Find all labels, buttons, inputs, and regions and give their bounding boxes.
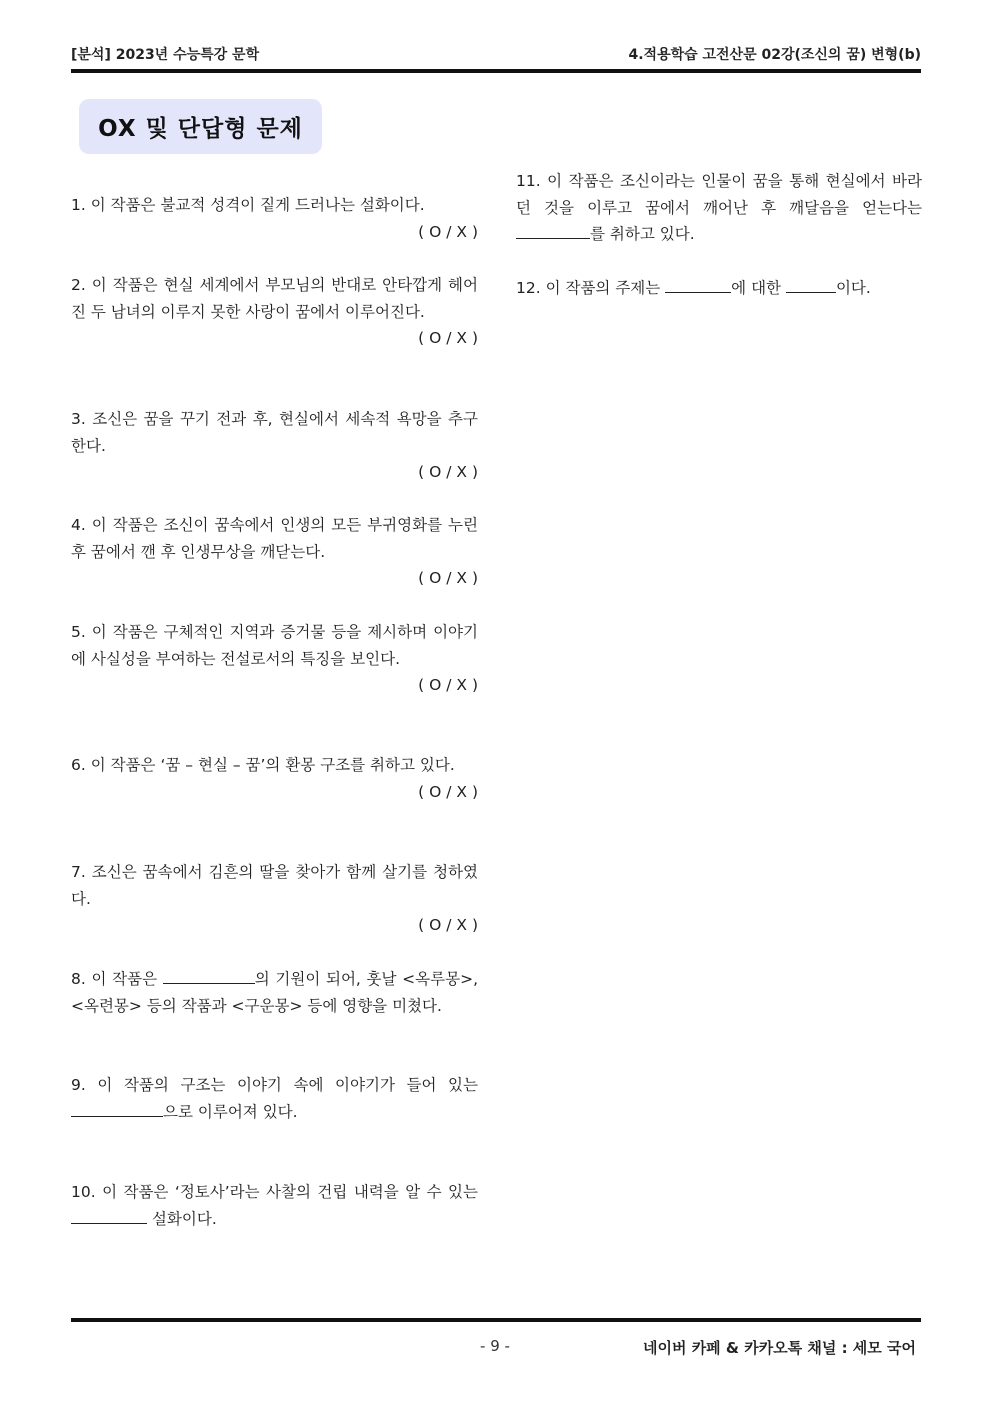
question-1 xyxy=(71,192,478,245)
footer-rule xyxy=(71,1318,921,1322)
question-4 xyxy=(71,512,478,592)
question-11: 11. 이 작품은 조신이라는 인물이 꿈을 통해 현실에서 바라던 것을 이루고 꿈에서 깨어난 후 깨달음을 얻는다는 를 취하고 있다. xyxy=(516,172,922,243)
question-5 xyxy=(71,619,478,699)
header-left-text: [분석] 2023년 수능특강 문학 xyxy=(71,47,260,63)
question-3-text: 3. 조신은 꿈을 꾸기 전과 후, 현실에서 세속적 욕망을 추구한다. xyxy=(71,410,478,455)
question-12: 12. 이 작품의 주제는 에 대한 이다. xyxy=(516,275,922,302)
question-4-ox: ( O / X ) xyxy=(418,569,478,587)
question-8: 8. 이 작품은 의 기원이 되어, 훗날 <옥루몽>, <옥련몽> 등의 작품과 <구운몽> 등에 영향을 미쳤다. xyxy=(71,966,478,1019)
question-2-ox: ( O / X ) xyxy=(418,329,478,347)
question-3 xyxy=(71,406,478,486)
question-6-text: 6. 이 작품은 ‘꿈 – 현실 – 꿈’의 환몽 구조를 취하고 있다. xyxy=(71,756,455,774)
question-7 xyxy=(71,859,478,939)
question-4-text: 4. 이 작품은 조신이 꿈속에서 인생의 모든 부귀영화를 누린 후 꿈에서 깬 후 인생무상을 깨닫는다. xyxy=(71,516,478,561)
page-number: - 9 - xyxy=(480,1337,510,1355)
answer-blank-12b xyxy=(786,276,836,293)
question-6-ox: ( O / X ) xyxy=(418,782,478,801)
footer-channel-text: 네이버 카페 & 카카오톡 채널 : 세모 국어 xyxy=(643,1339,916,1357)
question-6 xyxy=(71,752,478,805)
answer-blank-8 xyxy=(163,967,255,984)
answer-blank-9 xyxy=(71,1100,163,1117)
question-5-ox: ( O / X ) xyxy=(418,676,478,694)
question-2-text: 2. 이 작품은 현실 세계에서 부모님의 반대로 안타깝게 헤어진 두 남녀의 이루지 못한 사랑이 꿈에서 이루어진다. xyxy=(71,276,478,321)
question-1-text: 1. 이 작품은 불교적 성격이 짙게 드러나는 설화이다. xyxy=(71,196,425,214)
question-3-ox: ( O / X ) xyxy=(418,463,478,481)
question-1-ox: ( O / X ) xyxy=(418,222,478,241)
question-10: 10. 이 작품은 ‘정토사’라는 사찰의 건립 내력을 알 수 있는 설화이다. xyxy=(71,1183,478,1228)
answer-blank-12a xyxy=(665,276,731,293)
answer-blank-11 xyxy=(516,222,590,239)
question-7-text: 7. 조신은 꿈속에서 김흔의 딸을 찾아가 함께 살기를 청하였다. xyxy=(71,863,478,908)
question-5-text: 5. 이 작품은 구체적인 지역과 증거물 등을 제시하며 이야기에 사실성을 부여하는 전설로서의 특징을 보인다. xyxy=(71,623,478,668)
answer-blank-10 xyxy=(71,1207,147,1224)
header-right-text: 4.적용학습 고전산문 02강(조신의 꿈) 변형(b) xyxy=(628,47,921,63)
question-9: 9. 이 작품의 구조는 이야기 속에 이야기가 들어 있는 으로 이루어져 있다. xyxy=(71,1076,478,1121)
question-2 xyxy=(71,272,478,352)
header-rule xyxy=(71,69,921,73)
question-7-ox: ( O / X ) xyxy=(418,916,478,934)
section-title: OX 및 단답형 문제 xyxy=(79,99,322,154)
page-header xyxy=(71,44,921,64)
